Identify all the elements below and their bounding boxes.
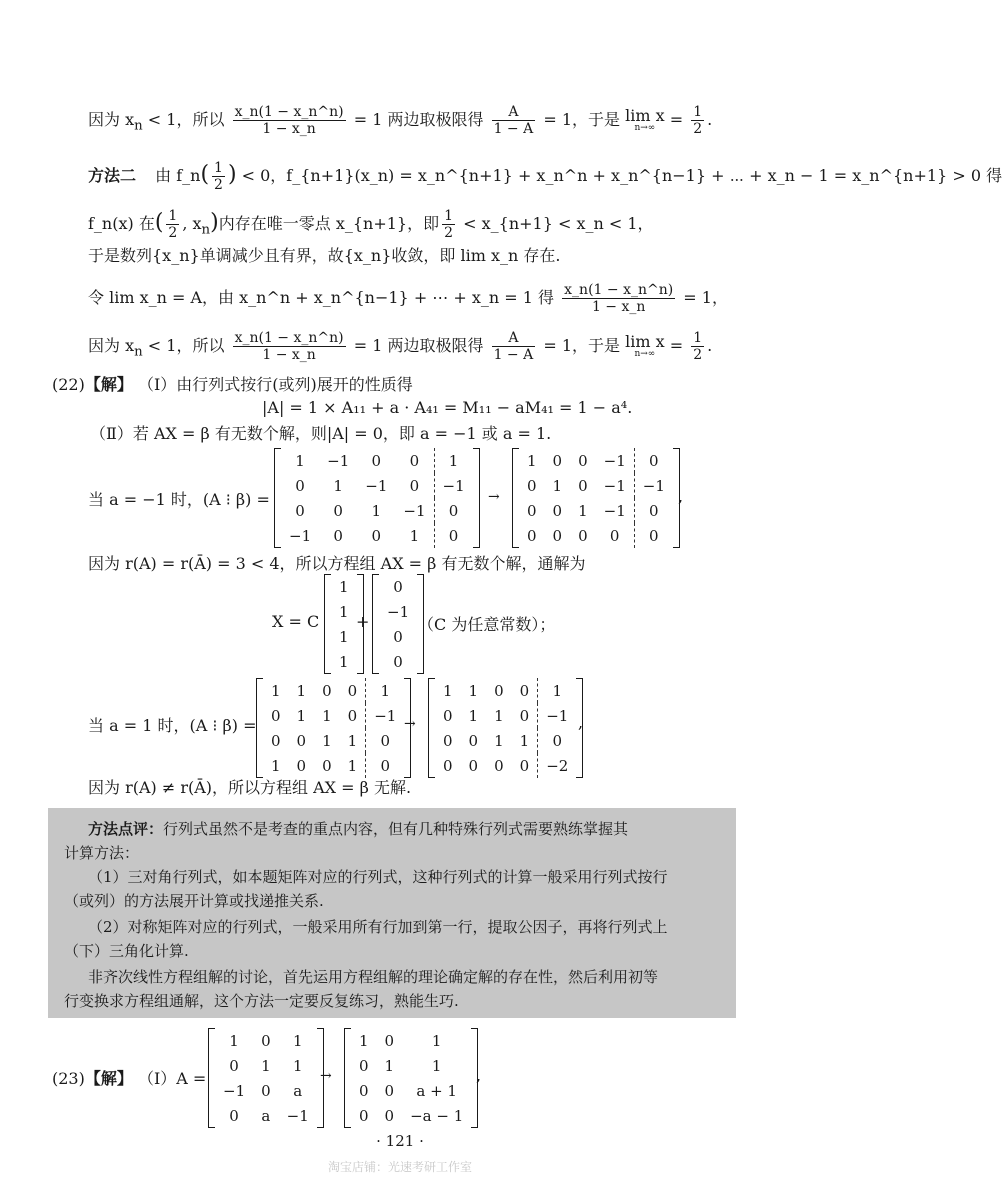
- matrix-cell: 1: [296, 706, 307, 725]
- limit-sub: n→∞: [634, 349, 656, 360]
- matrix-cell: 0: [393, 627, 403, 646]
- fraction-numerator: x_n(1 − x_n^n): [234, 330, 344, 346]
- matrix-cell: 0: [393, 652, 403, 671]
- matrix-cell: 0: [384, 1081, 395, 1100]
- matrix-cell: 1: [443, 681, 453, 700]
- matrix-cell: 0: [261, 1031, 271, 1050]
- rank-line: 因为 r(A) = r(Ā) = 3 < 4，所以方程组 AX = β 有无数个解，通解为: [88, 554, 586, 573]
- fraction: [691, 330, 704, 363]
- solution-label: 【解】: [84, 375, 133, 394]
- case1-label: 当 a = −1 时，(A ⁝ β) =: [88, 490, 270, 509]
- matrix-row: [351, 1053, 471, 1078]
- matrix-cell: 0: [384, 1031, 395, 1050]
- note-line: 计算方法：: [64, 844, 140, 862]
- text: =: [669, 110, 689, 130]
- matrix-cell: 1: [322, 706, 332, 725]
- s22-heading: [52, 375, 413, 394]
- matrix-row: [331, 574, 357, 599]
- matrix-cell: 1: [552, 476, 563, 495]
- case1-left-matrix: [274, 448, 480, 548]
- fraction-denominator: 1 − x_n: [262, 347, 316, 364]
- matrix-cell: 0: [519, 756, 530, 775]
- fraction-denominator: 2: [444, 225, 454, 242]
- text: < 1，所以: [142, 336, 225, 356]
- problem-number: (23): [52, 1069, 85, 1088]
- matrix-cell: 0: [409, 451, 420, 470]
- fraction: [442, 208, 455, 241]
- s22-determinant: |A| = 1 × A₁₁ + a · A₄₁ = M₁₁ − aM₄₁ = 1 − a⁴.: [262, 398, 633, 417]
- matrix-cell: −1: [365, 476, 388, 495]
- matrix-cell: 0: [434, 498, 473, 523]
- s23-tail: ,: [476, 1066, 482, 1085]
- case2-right-matrix: [428, 678, 583, 778]
- matrix-cell: −a − 1: [410, 1106, 464, 1125]
- matrix-cell: 1: [229, 1031, 239, 1050]
- fraction: [166, 208, 179, 241]
- text: = 1 两边取极限得: [353, 110, 484, 130]
- matrix-cell: 0: [322, 756, 332, 775]
- fraction-denominator: 1 − A: [493, 121, 534, 138]
- matrix-row: [379, 649, 417, 674]
- matrix-row: [351, 1103, 471, 1128]
- note-line: （1）三对角行列式，如本题矩阵对应的行列式，这种行列式的计算一般采用行列式按行: [88, 868, 668, 886]
- page-number: · 121 ·: [376, 1132, 424, 1150]
- matrix-cell: 0: [333, 501, 343, 520]
- text: 由 f_n: [155, 166, 201, 186]
- matrix-cell: 0: [359, 1081, 369, 1100]
- matrix-row: [519, 473, 673, 498]
- matrix-body: [351, 1028, 471, 1128]
- matrix-bracket-left: [512, 448, 519, 548]
- matrix-cell: 1: [296, 681, 307, 700]
- matrix-cell: 0: [384, 1106, 395, 1125]
- matrix-cell: 0: [366, 753, 405, 778]
- matrix-cell: 0: [634, 498, 673, 523]
- plus-sign: +: [356, 612, 370, 631]
- solution-tail: （C 为任意常数）；: [418, 615, 556, 634]
- matrix-cell: 0: [527, 526, 537, 545]
- matrix-row: [519, 498, 673, 523]
- fraction-denominator: 2: [693, 121, 703, 138]
- matrix-bracket-left: [324, 574, 331, 674]
- matrix-cell: 1: [271, 681, 281, 700]
- matrix-cell: 0: [229, 1056, 239, 1075]
- matrix-body: [263, 678, 404, 778]
- matrix-cell: 0: [347, 706, 358, 725]
- matrix-cell: 0: [527, 476, 537, 495]
- matrix-cell: 0: [271, 706, 281, 725]
- s23-left-matrix: [208, 1028, 324, 1128]
- matrix-cell: 0: [371, 526, 382, 545]
- matrix-cell: 1: [271, 756, 281, 775]
- matrix-cell: 0: [634, 523, 673, 548]
- matrix-cell: 0: [494, 756, 504, 775]
- matrix-row: [331, 649, 357, 674]
- fraction-numerator: 1: [444, 208, 454, 224]
- text: （Ⅰ）由行列式按行(或列)展开的性质得: [137, 375, 413, 394]
- matrix-cell: 0: [261, 1081, 271, 1100]
- matrix-row: [435, 728, 576, 753]
- fraction-denominator: 1 − x_n: [591, 299, 646, 316]
- matrix-body: [281, 448, 473, 548]
- matrix-row: [215, 1053, 317, 1078]
- matrix-cell: 0: [609, 526, 620, 545]
- matrix-cell: 1: [292, 1056, 303, 1075]
- text: .: [707, 336, 713, 356]
- matrix-cell: 0: [519, 706, 530, 725]
- text: 内存在唯一零点 x_{n+1}，即: [218, 214, 440, 234]
- fraction-numerator: A: [492, 104, 536, 121]
- text: 因为 x: [88, 336, 135, 356]
- matrix-row: [351, 1078, 471, 1103]
- matrix-row: [215, 1103, 317, 1128]
- matrix-cell: 0: [366, 728, 405, 753]
- matrix-cell: 0: [296, 756, 307, 775]
- matrix-bracket-left: [428, 678, 435, 778]
- matrix-cell: −1: [603, 476, 626, 495]
- rank2-line: 因为 r(A) ≠ r(Ā)，所以方程组 AX = β 无解.: [88, 778, 412, 797]
- matrix-cell: 1: [578, 501, 588, 520]
- fraction-numerator: 1: [168, 208, 178, 224]
- matrix-cell: −1: [366, 703, 405, 728]
- limit-expr: lim x: [625, 106, 665, 126]
- solution-vector2: [372, 574, 424, 674]
- matrix-cell: 1: [384, 1056, 395, 1075]
- s23-heading: [52, 1066, 206, 1089]
- matrix-cell: 1: [333, 476, 343, 495]
- matrix-row: [379, 599, 417, 624]
- matrix-row: [263, 678, 404, 703]
- case1-right-matrix: [512, 448, 680, 548]
- matrix-cell: 0: [443, 731, 453, 750]
- matrix-row: [435, 753, 576, 778]
- matrix-body: [215, 1028, 317, 1128]
- matrix-row: [281, 498, 473, 523]
- fraction: [492, 104, 536, 137]
- matrix-row: [331, 599, 357, 624]
- matrix-row: [435, 703, 576, 728]
- case1-tail: ,: [678, 487, 684, 506]
- note-line: （或列）的方法展开计算或找递推关系.: [64, 892, 324, 910]
- matrix-cell: 1: [322, 731, 332, 750]
- matrix-cell: 0: [552, 451, 563, 470]
- method2-line3: 于是数列{x_n}单调减少且有界，故{x_n}收敛，即 lim x_n 存在.: [88, 246, 561, 265]
- text: （Ⅰ）A =: [137, 1069, 207, 1088]
- note-line: （下）三角化计算.: [64, 942, 189, 960]
- matrix-cell: 0: [322, 681, 332, 700]
- matrix-cell: a + 1: [416, 1081, 457, 1100]
- paren: ): [210, 210, 219, 236]
- method2-line1: [88, 160, 1002, 193]
- matrix-cell: 1: [339, 602, 349, 621]
- matrix-row: [281, 448, 473, 473]
- note-title: 方法点评：: [88, 820, 164, 838]
- text: = 1，于是: [543, 336, 621, 356]
- matrix-cell: 0: [443, 706, 453, 725]
- matrix-row: [519, 448, 673, 473]
- fraction: [233, 330, 346, 363]
- text: = 1，: [678, 288, 728, 308]
- matrix-body: [331, 574, 357, 674]
- limit: [625, 108, 665, 133]
- matrix-cell: 1: [339, 627, 349, 646]
- matrix-row: [281, 523, 473, 548]
- method2-title: 方法二: [88, 166, 137, 186]
- matrix-row: [215, 1078, 317, 1103]
- arrow-icon: →: [404, 716, 416, 732]
- matrix-cell: −1: [286, 1106, 309, 1125]
- method-comment-box: [48, 808, 736, 1018]
- matrix-cell: −1: [603, 451, 626, 470]
- text: = 1 两边取极限得: [353, 336, 484, 356]
- method1-conclusion: [88, 104, 712, 137]
- matrix-bracket-left: [208, 1028, 215, 1128]
- matrix-cell: −1: [634, 473, 673, 498]
- matrix-cell: 0: [271, 731, 281, 750]
- text: = 1，于是: [543, 110, 621, 130]
- matrix-cell: 0: [333, 526, 343, 545]
- matrix-cell: 1: [261, 1056, 271, 1075]
- matrix-bracket-left: [344, 1028, 351, 1128]
- matrix-cell: −1: [434, 473, 473, 498]
- limit-expr: lim x: [625, 332, 665, 352]
- matrix-body: [519, 448, 673, 548]
- matrix-cell: 0: [229, 1106, 239, 1125]
- subscript: n: [134, 344, 143, 360]
- fraction-denominator: 1 − A: [493, 347, 534, 364]
- limit-sub: n→∞: [634, 123, 656, 134]
- matrix-row: [379, 624, 417, 649]
- matrix-cell: 1: [295, 451, 305, 470]
- fraction: [691, 104, 704, 137]
- fraction: [492, 330, 536, 363]
- case2-label: 当 a = 1 时，(A ⁝ β) =: [88, 716, 257, 735]
- matrix-cell: 0: [578, 451, 588, 470]
- fraction-denominator: 1 − x_n: [262, 121, 316, 138]
- matrix-cell: −1: [327, 451, 350, 470]
- matrix-cell: 1: [519, 731, 530, 750]
- fraction-numerator: A: [492, 330, 536, 347]
- s23-right-matrix: [344, 1028, 478, 1128]
- matrix-bracket-left: [372, 574, 379, 674]
- matrix-cell: 0: [347, 681, 358, 700]
- matrix-cell: 0: [468, 731, 479, 750]
- matrix-bracket-left: [256, 678, 263, 778]
- matrix-cell: 0: [578, 476, 588, 495]
- matrix-cell: 1: [347, 731, 358, 750]
- matrix-cell: −1: [289, 526, 312, 545]
- matrix-row: [215, 1028, 317, 1053]
- fraction-denominator: 2: [214, 177, 223, 194]
- text: < x_{n+1} < x_n < 1，: [458, 214, 654, 234]
- text: =: [669, 336, 689, 356]
- fraction-numerator: 1: [693, 330, 703, 346]
- subscript: n: [134, 118, 143, 134]
- matrix-cell: 0: [552, 501, 563, 520]
- paren: (: [154, 210, 164, 236]
- matrix-cell: 1: [494, 706, 504, 725]
- matrix-bracket-right: [473, 448, 480, 548]
- matrix-cell: 0: [443, 756, 453, 775]
- matrix-cell: 0: [578, 526, 588, 545]
- matrix-body: [379, 574, 417, 674]
- note-line: （2）对称矩阵对应的行列式，一般采用所有行加到第一行，提取公因子，再将行列式上: [88, 918, 668, 936]
- matrix-cell: 0: [393, 577, 403, 596]
- matrix-cell: 1: [339, 577, 349, 596]
- matrix-cell: a: [261, 1106, 271, 1125]
- matrix-cell: a: [293, 1081, 303, 1100]
- matrix-cell: 0: [494, 681, 504, 700]
- matrix-cell: 1: [431, 1031, 442, 1050]
- matrix-cell: 1: [359, 1031, 369, 1050]
- matrix-row: [263, 753, 404, 778]
- fraction-numerator: x_n(1 − x_n^n): [234, 104, 344, 120]
- matrix-row: [281, 473, 473, 498]
- fraction-numerator: 1: [214, 160, 223, 176]
- matrix-bracket-left: [274, 448, 281, 548]
- fraction: [212, 160, 225, 193]
- solution-label: X = C: [272, 612, 320, 631]
- matrix-cell: 1: [538, 678, 577, 703]
- matrix-cell: 1: [494, 731, 504, 750]
- matrix-cell: 1: [409, 526, 420, 545]
- matrix-cell: 0: [434, 523, 473, 548]
- matrix-cell: 1: [366, 678, 405, 703]
- s22-part2: （Ⅱ）若 AX = β 有无数个解，则|A| = 0，即 a = −1 或 a = 1.: [90, 424, 552, 443]
- paren: ): [227, 162, 237, 188]
- matrix-cell: 0: [359, 1106, 369, 1125]
- matrix-cell: 0: [527, 501, 537, 520]
- matrix-body: [435, 678, 576, 778]
- matrix-cell: −2: [538, 753, 577, 778]
- paren: (: [200, 162, 210, 188]
- matrix-cell: 0: [296, 731, 307, 750]
- matrix-cell: 0: [468, 756, 479, 775]
- matrix-cell: 0: [519, 681, 530, 700]
- matrix-cell: 1: [292, 1031, 303, 1050]
- matrix-cell: −1: [403, 501, 426, 520]
- matrix-row: [263, 703, 404, 728]
- fraction-numerator: x_n(1 − x_n^n): [564, 282, 674, 298]
- fraction: [233, 104, 346, 137]
- fraction-numerator: 1: [693, 104, 703, 120]
- fraction: [562, 282, 675, 315]
- matrix-cell: 1: [339, 652, 349, 671]
- method2-line2: f_n(x) 在( $\frac{1}{2}$ , $x_n$)内存在唯一零点 x_{n+1}，即 $\frac{1}{2}$ < x_{n+1} < x_n < 1，: [88, 208, 654, 242]
- matrix-row: [331, 624, 357, 649]
- matrix-cell: 0: [295, 501, 305, 520]
- matrix-cell: 0: [409, 476, 420, 495]
- text: 令 lim x_n = A，由 x_n^n + x_n^{n−1} + ⋯ + x_n = 1 得: [88, 288, 555, 308]
- note-line: [88, 820, 628, 839]
- matrix-cell: 1: [371, 501, 382, 520]
- method2-line4: [88, 282, 728, 315]
- matrix-cell: 1: [468, 706, 479, 725]
- text: f_n(x) 在: [88, 214, 155, 234]
- matrix-cell: 0: [634, 448, 673, 473]
- problem-number: (22): [52, 375, 85, 394]
- arrow-icon: →: [320, 1068, 332, 1084]
- text: 行列式虽然不是考查的重点内容，但有几种特殊行列式需要熟练掌握其: [163, 820, 629, 838]
- matrix-cell: 1: [431, 1056, 442, 1075]
- matrix-row: [435, 678, 576, 703]
- text: .: [707, 110, 713, 130]
- matrix-row: [351, 1028, 471, 1053]
- note-line: 行变换求方程组通解，这个方法一定要反复练习，熟能生巧.: [64, 992, 459, 1010]
- matrix-row: [263, 728, 404, 753]
- matrix-row: [379, 574, 417, 599]
- matrix-cell: 0: [538, 728, 577, 753]
- matrix-cell: 1: [527, 451, 537, 470]
- fraction-denominator: 2: [693, 347, 703, 364]
- note-line: 非齐次线性方程组解的讨论，首先运用方程组解的理论确定解的存在性，然后利用初等: [88, 968, 659, 986]
- matrix-cell: 0: [295, 476, 305, 495]
- case2-left-matrix: [256, 678, 411, 778]
- matrix-row: [519, 523, 673, 548]
- watermark: 淘宝店铺：光速考研工作室: [327, 1160, 472, 1174]
- arrow-icon: →: [488, 489, 500, 505]
- matrix-cell: 1: [347, 756, 358, 775]
- matrix-cell: 0: [359, 1056, 369, 1075]
- solution-label: 【解】: [84, 1069, 133, 1088]
- text: < 1，所以: [142, 110, 225, 130]
- matrix-cell: −1: [387, 602, 410, 621]
- fraction-denominator: 2: [168, 225, 178, 242]
- matrix-cell: −1: [223, 1081, 246, 1100]
- matrix-cell: 1: [434, 448, 473, 473]
- matrix-cell: −1: [603, 501, 626, 520]
- text: < 0，f_{n+1}(x_n) = x_n^{n+1} + x_n^n + x_n^{n−1} + ⋯ + x_n − 1 = x_n^{n+1} > 0 得: [236, 166, 1002, 186]
- limit: [625, 334, 665, 359]
- matrix-cell: 0: [371, 451, 382, 470]
- case2-tail: ,: [578, 713, 584, 732]
- method2-conclusion: [88, 330, 712, 363]
- matrix-cell: 1: [468, 681, 479, 700]
- matrix-cell: 0: [552, 526, 563, 545]
- matrix-cell: −1: [538, 703, 577, 728]
- text: 因为 x: [88, 110, 135, 130]
